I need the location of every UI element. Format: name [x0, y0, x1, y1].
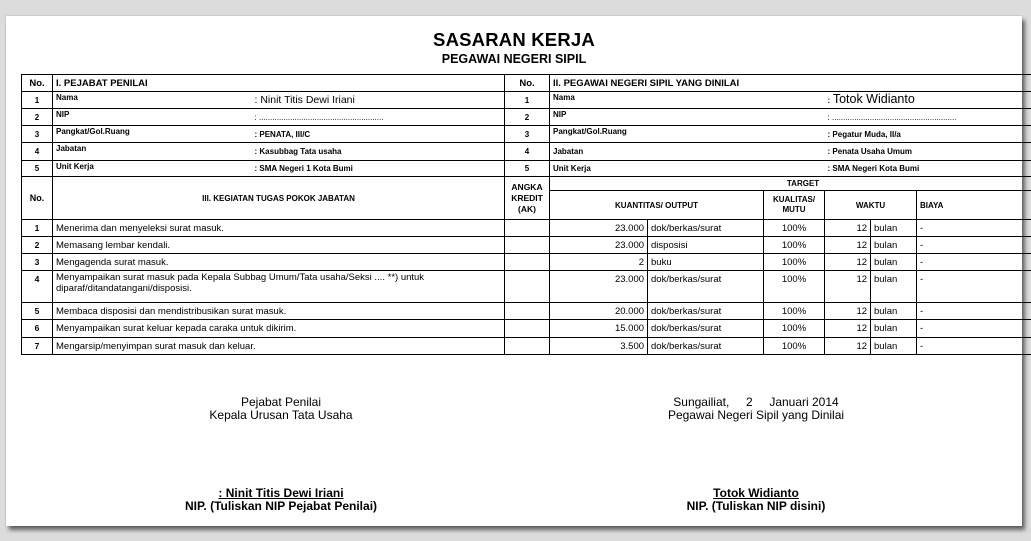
right-field-value	[825, 92, 1031, 109]
left-field-value: : ........................................................	[253, 109, 505, 126]
colon: :	[827, 164, 831, 173]
activity-time-unit: bulan	[871, 254, 917, 271]
activity-time-unit: bulan	[871, 220, 917, 237]
colon: :	[827, 147, 831, 156]
activity-time-unit: bulan	[871, 320, 917, 338]
activity-no: 2	[22, 237, 53, 254]
activity-quality: 100%	[764, 303, 825, 320]
identity-row	[22, 109, 1031, 126]
right-rank-value: Pegatur Muda, II/a	[832, 129, 901, 139]
activity-quality: 100%	[764, 220, 825, 237]
activity-cost: -	[917, 303, 1031, 320]
right-field-label: Unit Kerja	[550, 161, 825, 177]
activity-no: 1	[22, 220, 53, 237]
activity-no-header: No.	[22, 177, 53, 220]
right-field-label: Pangkat/Gol.Ruang	[550, 126, 825, 143]
signature-left	[136, 396, 426, 422]
right-position-value: Penata Usaha Umum	[832, 147, 913, 156]
left-field-label: Pangkat/Gol.Ruang	[53, 126, 253, 143]
activity-quantity: 23.000	[550, 271, 648, 303]
left-field-value: : SMA Negeri 1 Kota Bumi	[253, 161, 505, 177]
signature-right-name-block	[606, 487, 906, 513]
activity-row	[22, 271, 1031, 303]
activity-no: 3	[22, 254, 53, 271]
activity-cost: -	[917, 271, 1031, 303]
activity-time: 12	[825, 320, 871, 338]
right-row-no: 3	[505, 126, 550, 143]
activity-no: 5	[22, 303, 53, 320]
activity-time-unit: bulan	[871, 271, 917, 303]
activity-cost: -	[917, 237, 1031, 254]
activity-time: 12	[825, 220, 871, 237]
activity-no: 4	[22, 271, 53, 303]
activity-text: Mengarsip/menyimpan surat masuk dan keluar.	[53, 338, 505, 355]
left-field-label: Nama	[53, 92, 253, 109]
identity-row	[22, 126, 1031, 143]
activity-quantity: 3.500	[550, 338, 648, 355]
colon: :	[827, 96, 831, 105]
activity-row	[22, 237, 1031, 254]
right-field-label: NIP	[550, 109, 825, 126]
activity-text: Menyampaikan surat keluar kepada caraka untuk dikirim.	[53, 320, 505, 338]
activity-text: Mengagenda surat masuk.	[53, 254, 505, 271]
left-field-value: : PENATA, III/C	[253, 126, 505, 143]
right-no-header: No.	[505, 75, 550, 92]
activity-quality: 100%	[764, 338, 825, 355]
left-field-label: Unit Kerja	[53, 161, 253, 177]
signer-role: Pegawai Negeri Sipil yang Dinilai	[667, 408, 845, 422]
left-field-label: Jabatan	[53, 143, 253, 161]
left-name-value: : Ninit Titis Dewi Iriani	[254, 93, 355, 106]
activity-credit	[505, 320, 550, 338]
activity-quantity: 23.000	[550, 220, 648, 237]
activity-credit	[505, 303, 550, 320]
document-subtitle: PEGAWAI NEGERI SIPIL	[441, 52, 587, 66]
activity-quality: 100%	[764, 254, 825, 271]
activity-text: Membaca disposisi dan mendistribusikan surat masuk.	[53, 303, 505, 320]
signer-name: Totok Widianto	[713, 486, 799, 500]
left-row-no: 4	[22, 143, 53, 161]
activity-time: 12	[825, 254, 871, 271]
right-field-label: Jabatan	[550, 143, 825, 161]
colon: :	[827, 112, 830, 122]
activity-credit	[505, 220, 550, 237]
left-row-no: 2	[22, 109, 53, 126]
activity-time-unit: bulan	[871, 237, 917, 254]
activity-quantity: 15.000	[550, 320, 648, 338]
signer-position: Kepala Urusan Tata Usaha	[209, 408, 353, 422]
activity-time-unit: bulan	[871, 303, 917, 320]
activity-quantity: 20.000	[550, 303, 648, 320]
right-field-label: Nama	[550, 92, 825, 109]
right-field-value	[825, 126, 1031, 143]
left-section-title: I. PEJABAT PENILAI	[53, 75, 505, 92]
activity-quality: 100%	[764, 237, 825, 254]
time-header: WAKTU	[825, 191, 917, 220]
activity-time: 12	[825, 271, 871, 303]
activity-cost: -	[917, 320, 1031, 338]
activity-unit: dok/berkas/surat	[648, 338, 764, 355]
assessment-table	[21, 74, 1031, 355]
identity-row	[22, 161, 1031, 177]
identity-row	[22, 92, 1031, 109]
activity-title-header: III. KEGIATAN TUGAS POKOK JABATAN	[53, 177, 505, 220]
document-title: SASARAN KERJA	[433, 29, 595, 50]
activity-quantity: 2	[550, 254, 648, 271]
activity-time: 12	[825, 303, 871, 320]
left-row-no: 3	[22, 126, 53, 143]
activity-unit: dok/berkas/surat	[648, 271, 764, 303]
activity-row	[22, 338, 1031, 355]
activity-unit: dok/berkas/surat	[648, 320, 764, 338]
activity-unit: dok/berkas/surat	[648, 220, 764, 237]
activity-row	[22, 220, 1031, 237]
activity-credit	[505, 254, 550, 271]
activity-header-row	[22, 177, 1031, 191]
left-row-no: 1	[22, 92, 53, 109]
activity-time-unit: bulan	[871, 338, 917, 355]
activity-quality: 100%	[764, 271, 825, 303]
activity-unit: buku	[648, 254, 764, 271]
signature-right	[606, 396, 906, 422]
activity-time: 12	[825, 338, 871, 355]
quality-header: KUALITAS/ MUTU	[764, 191, 825, 220]
signer-name: : Ninit Titis Dewi Iriani	[218, 486, 344, 500]
activity-no: 7	[22, 338, 53, 355]
activity-quantity: 23.000	[550, 237, 648, 254]
cost-header: BIAYA	[917, 191, 1031, 220]
left-field-value	[253, 92, 505, 109]
quantity-header: KUANTITAS/ OUTPUT	[550, 191, 764, 220]
activity-text: Menyampaikan surat masuk pada Kepala Subbag Umum/Tata usaha/Seksi .... **) untuk diparaf/ditandatangani/disposisi.	[53, 271, 505, 303]
target-header: TARGET	[550, 177, 1031, 191]
right-row-no: 1	[505, 92, 550, 109]
activity-credit	[505, 237, 550, 254]
activity-row	[22, 254, 1031, 271]
activity-quality: 100%	[764, 320, 825, 338]
signer-nip: NIP. (Tuliskan NIP Pejabat Penilai)	[184, 499, 378, 513]
right-field-value	[825, 161, 1031, 177]
activity-cost: -	[917, 220, 1031, 237]
right-nip-value: ........................................................	[831, 112, 957, 122]
activity-row	[22, 303, 1031, 320]
right-field-value	[825, 143, 1031, 161]
activity-text: Memasang lembar kendali.	[53, 237, 505, 254]
activity-unit: dok/berkas/surat	[648, 303, 764, 320]
activity-credit	[505, 338, 550, 355]
activity-cost: -	[917, 254, 1031, 271]
signature-date: Sungailiat, 2 Januari 2014	[673, 395, 839, 409]
right-name-value: Totok Widianto	[832, 92, 915, 106]
activity-row	[22, 320, 1031, 338]
signer-nip: NIP. (Tuliskan NIP disini)	[686, 499, 826, 513]
credit-header: ANGKA KREDIT (AK)	[505, 177, 550, 220]
activity-no: 6	[22, 320, 53, 338]
activity-credit	[505, 271, 550, 303]
signature-left-name-block	[136, 487, 426, 513]
identity-row	[22, 143, 1031, 161]
right-unit-value: SMA Negeri Kota Bumi	[832, 164, 920, 173]
activity-cost: -	[917, 338, 1031, 355]
right-row-no: 5	[505, 161, 550, 177]
left-field-label: NIP	[53, 109, 253, 126]
document-sheet	[6, 16, 1022, 526]
right-row-no: 2	[505, 109, 550, 126]
right-field-value	[825, 109, 1031, 126]
activity-unit: disposisi	[648, 237, 764, 254]
activity-text: Menerima dan menyeleksi surat masuk.	[53, 220, 505, 237]
left-field-value: : Kasubbag Tata usaha	[253, 143, 505, 161]
signer-role: Pejabat Penilai	[240, 395, 322, 409]
left-no-header: No.	[22, 75, 53, 92]
colon: :	[827, 129, 831, 139]
activity-time: 12	[825, 237, 871, 254]
left-row-no: 5	[22, 161, 53, 177]
section-header-row	[22, 75, 1031, 92]
right-section-title: II. PEGAWAI NEGERI SIPIL YANG DINILAI	[550, 75, 1031, 92]
right-row-no: 4	[505, 143, 550, 161]
